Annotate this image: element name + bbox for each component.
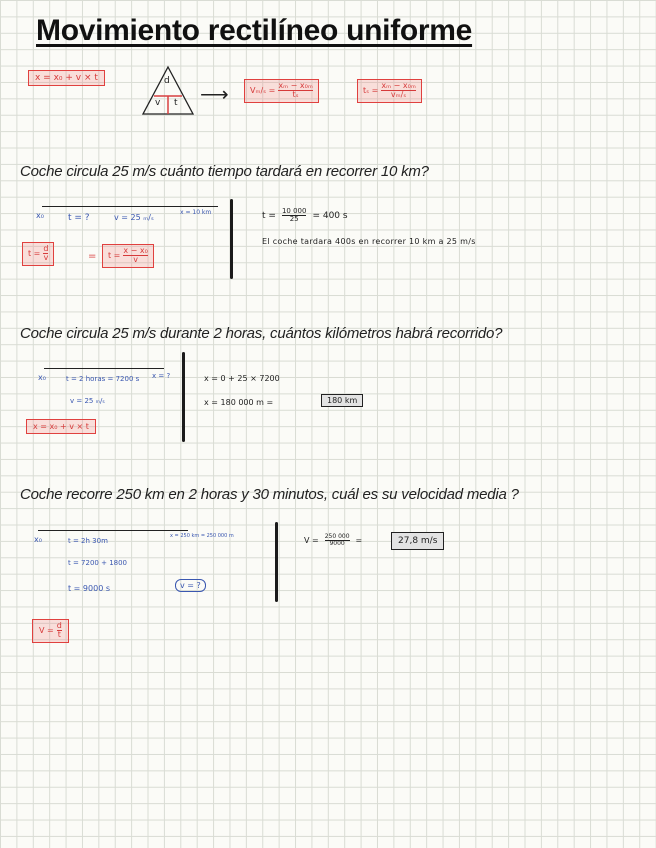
problem-2-answer: 180 km bbox=[321, 394, 363, 407]
triangle-v: v bbox=[155, 98, 161, 108]
velocity-lhs: Vₘ/ₛ = bbox=[250, 86, 276, 96]
p1-fa-fraction bbox=[43, 245, 48, 263]
problem-2-line1: x = 0 + 25 × 7200 bbox=[204, 374, 280, 383]
velocity-num: xₘ − x₀ₘ bbox=[278, 81, 313, 90]
problem-3-calc bbox=[304, 534, 362, 548]
problem-1-start: x₀ bbox=[36, 211, 44, 220]
problem-1-note: El coche tardara 400s en recorrer 10 km a 25 m/s bbox=[262, 237, 476, 246]
p1-calc-fraction bbox=[282, 208, 307, 224]
problem-1-equals: = bbox=[88, 251, 97, 262]
problem-3-line3: t = 9000 s bbox=[68, 584, 110, 593]
p3-f-lhs: V = bbox=[39, 626, 54, 636]
velocity-den: tₛ bbox=[292, 90, 299, 100]
problem-3-divider bbox=[275, 522, 278, 602]
time-lhs: tₛ = bbox=[363, 86, 379, 96]
p1-calc-result: = 400 s bbox=[312, 210, 348, 221]
p3-calc-lhs: V = bbox=[304, 536, 319, 546]
problem-3-answer: 27,8 m/s bbox=[391, 532, 444, 550]
problem-3-unknown: v = ? bbox=[175, 579, 206, 592]
problem-2-divider bbox=[182, 352, 185, 442]
problem-1-calc bbox=[262, 208, 348, 224]
problem-2-track bbox=[44, 368, 164, 369]
problem-1-track bbox=[42, 206, 218, 207]
problem-2-formula: x = x₀ + v × t bbox=[26, 419, 96, 434]
problem-1-formula-b bbox=[102, 244, 154, 268]
problem-3-formula bbox=[32, 619, 69, 643]
problem-3-end: x = 250 km = 250 000 m bbox=[170, 533, 234, 539]
time-den: vₘ/ₛ bbox=[390, 90, 407, 100]
problem-2-t: t = 2 horas = 7200 s bbox=[66, 375, 140, 383]
position-formula: x = x₀ + v × t bbox=[28, 70, 105, 86]
problem-1-formula-a bbox=[22, 242, 54, 266]
time-fraction bbox=[381, 82, 415, 100]
p3-f-fraction bbox=[57, 622, 62, 640]
problem-2-v: v = 25 ₘ/ₛ bbox=[70, 397, 105, 405]
problem-2-start: x₀ bbox=[38, 373, 46, 382]
dvt-triangle-diagram bbox=[140, 64, 196, 118]
time-formula bbox=[357, 79, 422, 103]
p3-calc-eq: = bbox=[355, 536, 363, 546]
p1-fb-fraction bbox=[123, 247, 147, 265]
p1-fb-num: x − x₀ bbox=[123, 246, 148, 255]
p1-fb-den: v bbox=[133, 255, 138, 265]
problem-1-v: v = 25 ₘ/ₛ bbox=[114, 213, 154, 222]
problem-1-end: x = 10 km bbox=[180, 209, 212, 216]
p1-calc-den: 25 bbox=[289, 215, 299, 224]
problem-1-divider bbox=[230, 199, 233, 279]
time-num: xₘ − x₀ₘ bbox=[381, 81, 416, 90]
problem-2-line2: x = 180 000 m = bbox=[204, 398, 274, 407]
p1-fa-den: v bbox=[43, 253, 49, 263]
p1-fa-num: d bbox=[43, 244, 49, 253]
p3-calc-num: 250 000 bbox=[324, 533, 350, 540]
problem-1-question: Coche circula 25 m/s cuánto tiempo tardará en recorrer 10 km? bbox=[20, 163, 429, 180]
problem-2-question: Coche circula 25 m/s durante 2 horas, cuántos kilómetros habrá recorrido? bbox=[20, 325, 503, 342]
p3-f-num: d bbox=[56, 621, 62, 630]
problem-3-t: t = 2h 30m bbox=[68, 537, 108, 545]
p1-calc-num: 10 000 bbox=[281, 207, 307, 215]
problem-2-end: x = ? bbox=[152, 372, 171, 380]
velocity-formula bbox=[244, 79, 319, 103]
triangle-d: d bbox=[164, 76, 170, 86]
triangle-t: t bbox=[174, 98, 178, 108]
problem-3-line2: t = 7200 + 1800 bbox=[68, 559, 128, 567]
p1-fa-lhs: t = bbox=[28, 249, 41, 259]
p1-calc-lhs: t = bbox=[262, 210, 276, 221]
velocity-fraction bbox=[278, 82, 312, 100]
problem-3-question: Coche recorre 250 km en 2 horas y 30 minutos, cuál es su velocidad media ? bbox=[20, 486, 519, 503]
p1-fb-lhs: t = bbox=[108, 251, 121, 261]
p3-calc-fraction bbox=[325, 534, 350, 548]
problem-1-t: t = ? bbox=[68, 213, 90, 223]
arrow-icon: ⟶ bbox=[200, 84, 229, 106]
problem-3-start: x₀ bbox=[34, 535, 42, 544]
p3-f-den: t bbox=[57, 630, 61, 640]
page-title: Movimiento rectilíneo uniforme bbox=[36, 14, 473, 47]
problem-3-track bbox=[38, 530, 188, 531]
p3-calc-den: 9000 bbox=[329, 540, 345, 548]
